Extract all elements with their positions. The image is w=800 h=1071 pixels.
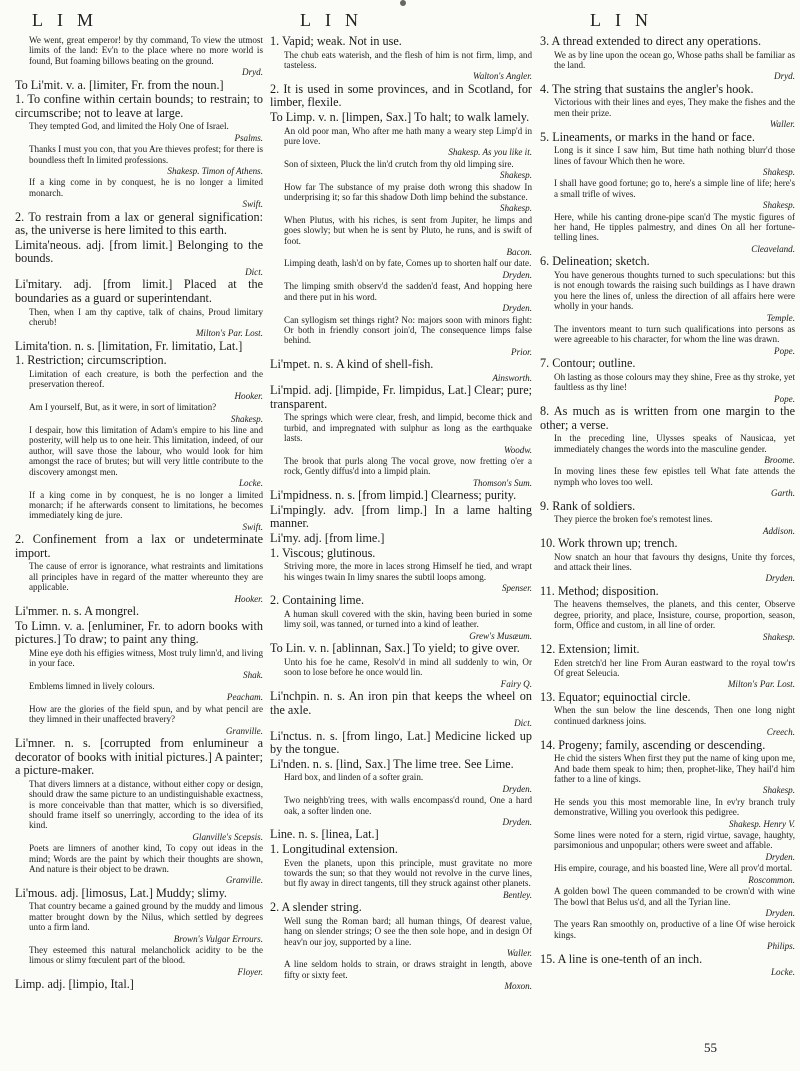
citation-quote: Thanks I must you con, that you Are thieves profest; for there is boundless theft In limited professions. — [29, 144, 263, 165]
entry-definition: 6. Delineation; sketch. — [540, 254, 650, 269]
ink-dot — [400, 0, 406, 6]
entry-definition: Li'mpid. adj. [limpide, Fr. limpidus, Lat.] Clear; pure; transparent. — [270, 383, 532, 411]
citation-source: Dict. — [245, 267, 263, 278]
citation-quote: A human skull covered with the skin, having been buried in some limy soil, was tanned, or turned into a kind of leather. — [284, 608, 532, 630]
citation-source: Swift. — [242, 199, 263, 210]
entry-definition: Li'mpidness. n. s. [from limpid.] Clearness; purity. — [270, 488, 517, 503]
citation-quote: Long is it since I saw him, But time hath nothing blurr'd those lines of favour Which then he wore. — [554, 145, 795, 166]
entry-definition: Li'mous. adj. [limosus, Lat.] Muddy; slimy. — [15, 885, 227, 900]
citation-source: Shakesp. Timon of Athens. — [167, 166, 263, 177]
citation-quote: Even the planets, upon this principle, must gravitate no more towards the sun; so that they would not revolve in the curve lines, but fly away in direct tangents, till they struck against other planets. — [284, 857, 532, 889]
dictionary-column-3 — [540, 35, 795, 1035]
entry-definition: 8. As much as is written from one margin to the other; a verse. — [540, 403, 795, 432]
entry-definition: 9. Rank of soldiers. — [540, 498, 636, 513]
entry-definition: 2. Confinement from a lax or undeterminate import. — [15, 532, 263, 560]
citation-source: Swift. — [242, 521, 263, 532]
citation-quote: An old poor man, Who after me hath many a weary step Limp'd in pure love. — [284, 125, 532, 146]
entry-definition: Li'mpet. n. s. A kind of shell-fish. — [270, 357, 434, 372]
citation-quote: That divers limners at a distance, without either copy or design, should draw the same picture to an undistinguishable exactness, is more conceivable than that matter, which is so diversified, should frame itself so unerringly, according to the idea of its kind. — [29, 778, 263, 831]
header-right: LIN — [590, 10, 662, 30]
citation-source: Milton's Par. Lost. — [195, 328, 263, 339]
entry-definition: To Lin. v. n. [ablinnan, Sax.] To yield; to give over. — [270, 641, 520, 656]
entry-definition: Li'mner. n. s. [corrupted from enlumineur a decorator of books with initial pictures.] A painter; a picture-maker. — [15, 735, 263, 778]
citation-quote: A line seldom holds to strain, or draws straight in length, above fifty or sixty feet. — [284, 959, 532, 980]
entry-definition: 2. A slender string. — [270, 900, 362, 915]
citation-quote: Two neighb'ring trees, with walls encompass'd round, One a hard oak, a softer linden one. — [284, 795, 532, 816]
entry-definition: Li'nden. n. s. [lind, Sax.] The lime tree. See Lime. — [270, 756, 514, 771]
citation-source: Glanville's Scepsis. — [192, 831, 263, 842]
citation-source: Walton's Angler. — [472, 71, 532, 82]
citation-quote: Then, when I am thy captive, talk of chains, Proud limitary cherub! — [29, 306, 263, 328]
citation-quote: He chid the sisters When first they put the name of king upon me, And bade them speak to him; then, prophet-like, They hail'd him father to a line of kings. — [554, 753, 795, 785]
entry-definition: 3. A thread extended to direct any operations. — [540, 35, 761, 48]
entry-definition: 7. Contour; outline. — [540, 356, 636, 371]
entry-definition: Limp. adj. [limpio, Ital.] — [15, 977, 134, 992]
citation-quote: They tempted God, and limited the Holy One of Israel. — [29, 121, 229, 132]
citation-quote: Hard box, and linden of a softer grain. — [284, 772, 424, 783]
citation-source: Waller. — [506, 948, 532, 958]
citation-quote: How are the glories of the field spun, and by what pencil are they limned in their unaffected bravery? — [29, 703, 263, 725]
citation-source: Pope. — [774, 345, 795, 356]
citation-quote: In moving lines these few epistles tell What fate attends the nymph who loves too well. — [554, 466, 795, 487]
entry-definition: 1. Restriction; circumscription. — [15, 353, 167, 368]
citation-quote: When the sun below the line descends, Then one long night continued darkness joins. — [554, 705, 795, 726]
citation-quote: Here, while his canting drone-pipe scan'd The mystic figures of her hand, He tipples palmestry, and dines On all her fortune-telling lines. — [554, 211, 795, 243]
citation-source: Dryden. — [765, 907, 795, 918]
citation-quote: They pierce the broken foe's remotest lines. — [554, 514, 713, 525]
citation-source: Pope. — [774, 393, 795, 404]
entry-definition: Li'mpingly. adv. [from limp.] In a lame halting manner. — [270, 502, 532, 531]
citation-source: Spenser. — [501, 582, 532, 593]
citation-quote: His empire, courage, and his boasted line, Were all prov'd mortal. — [554, 863, 793, 874]
entry-definition: 1. Longitudinal extension. — [270, 841, 398, 856]
citation-source: Hooker. — [234, 390, 263, 401]
citation-source: Bacon. — [506, 247, 532, 258]
header-left: LIM — [32, 10, 107, 30]
citation-source: Garth. — [771, 488, 795, 499]
citation-quote: A golden bowl The queen commanded to be crown'd with wine The bowl that Belus us'd, and all the Tyrian line. — [554, 886, 795, 907]
entry-definition: Line. n. s. [linea, Lat.] — [270, 827, 379, 842]
citation-source: Waller. — [769, 119, 795, 130]
entry-definition: 2. Containing lime. — [270, 593, 365, 608]
entry-definition: Li'mitary. adj. [from limit.] Placed at the boundaries as a guard or superintendant. — [15, 277, 263, 306]
citation-source: Fairy Q. — [500, 678, 532, 689]
citation-source: Shakesp. — [230, 413, 263, 424]
citation-source: Woodw. — [503, 444, 532, 455]
citation-quote: We as by line upon the ocean go, Whose paths shall be familiar as the land. — [554, 49, 795, 70]
entry-definition: 5. Lineaments, or marks in the hand or face. — [540, 129, 755, 144]
entry-definition: 1. To confine within certain bounds; to restrain; to circumscribe; not to leave at large. — [15, 92, 263, 120]
citation-source: Shakesp. — [762, 785, 795, 796]
citation-source: Locke. — [771, 967, 795, 978]
entry-definition: Li'nchpin. n. s. An iron pin that keeps the wheel on the axle. — [270, 688, 532, 717]
citation-source: Brown's Vulgar Errours. — [173, 933, 263, 944]
dictionary-column-2 — [270, 35, 532, 1035]
citation-quote: Unto his foe he came, Resolv'd in mind all suddenly to win, Or soon to lose before he once would lin. — [284, 656, 532, 678]
citation-source: Dryden. — [502, 816, 532, 827]
citation-quote: If a king come in by conquest, he is no longer a limited monarch; if he afterwards consent to limitations, he becomes immediately king de jure. — [29, 489, 263, 521]
citation-quote: Now snatch an hour that favours thy designs, Unite thy forces, and attack their lines. — [554, 551, 795, 572]
entry-definition: 13. Equator; equinoctial circle. — [540, 689, 691, 704]
citation-quote: If a king come in by conquest, he is no longer a limited monarch. — [29, 177, 263, 198]
citation-quote: They esteemed this natural melancholick acidity to be the limous or slimy fœculent part of the blood. — [29, 945, 263, 966]
entry-definition: To Limn. v. a. [enluminer, Fr. to adorn books with pictures.] To draw; to paint any thing. — [15, 618, 263, 647]
citation-source: Addison. — [762, 525, 795, 536]
citation-quote: Poets are limners of another kind, To copy out ideas in the mind; Words are the paint by which their thoughts are shown, And nature is their object to be drawn. — [29, 843, 263, 874]
citation-quote: The springs which were clear, fresh, and limpid, become thick and turbid, and impregnated with sulphur as long as the earthquake lasts. — [284, 412, 532, 444]
citation-source: Dryden. — [502, 303, 532, 314]
citation-quote: He sends you this most memorable line, In ev'ry branch truly demonstrative, Willing you overlook this pedigree. — [554, 796, 795, 818]
citation-quote: You have generous thoughts turned to such speculations: but this is not enough towards the raising such buildings as I have drawn you here the lines of, unless the direction of all affairs here were wholly in your hands. — [554, 269, 795, 312]
citation-quote: That country became a gained ground by the muddy and limous matter brought down by the Nilus, which settled by degrees unto a firm land. — [29, 901, 263, 933]
citation-quote: Limping death, lash'd on by fate, Comes up to shorten half our date. — [284, 258, 532, 269]
entry-definition: 1. Viscous; glutinous. — [270, 545, 376, 560]
citation-quote: Oh lasting as those colours may they shine, Free as thy stroke, yet faultless as thy line! — [554, 371, 795, 393]
citation-source: Shakesp. — [499, 203, 532, 214]
citation-quote: Eden stretch'd her line From Auran eastward to the royal tow'rs Of great Seleucia. — [554, 657, 795, 678]
citation-quote: Mine eye doth his effigies witness, Most truly limn'd, and living in your face. — [29, 647, 263, 669]
citation-quote: We went, great emperor! by thy command, To view the utmost limits of the land: Ev'n to the place where no more world is found, But foaming billows beating on the ground. — [29, 35, 263, 66]
entry-definition: 1. Vapid; weak. Not in use. — [270, 35, 402, 48]
entry-definition: 10. Work thrown up; trench. — [540, 535, 678, 550]
entry-definition: To Limp. v. n. [limpen, Sax.] To halt; to walk lamely. — [270, 110, 530, 124]
citation-source: Shakesp. — [762, 631, 795, 642]
citation-quote: The chub eats waterish, and the flesh of him is not firm, limp, and tasteless. — [284, 49, 532, 70]
citation-quote: Victorious with their lines and eyes, They make the fishes and the men their prize. — [554, 97, 795, 118]
citation-source: Floyer. — [237, 966, 263, 977]
citation-source: Locke. — [239, 478, 263, 489]
entry-definition: Li'my. adj. [from lime.] — [270, 530, 385, 545]
entry-definition: 15. A line is one-tenth of an inch. — [540, 951, 703, 966]
citation-source: Granville. — [225, 725, 263, 736]
citation-quote: The years Ran smoothly on, productive of a line Of wise heroick kings. — [554, 919, 795, 940]
citation-source: Peacham. — [226, 692, 263, 703]
citation-quote: Some lines were noted for a stern, rigid virtue, savage, haughty, parsimonious and unpopular; others were sweet and affable. — [554, 830, 795, 851]
citation-quote: How far The substance of my praise doth wrong this shadow In underprising it; so far this shadow Doth limp behind the substance. — [284, 181, 532, 203]
citation-source: Dict. — [514, 718, 532, 729]
citation-source: Shakesp. — [762, 200, 795, 211]
citation-source: Roscommon. — [748, 874, 795, 885]
entry-definition: Limita'tion. n. s. [limitation, Fr. limitatio, Lat.] — [15, 338, 243, 353]
citation-source: Granville. — [225, 875, 263, 886]
citation-quote: The cause of error is ignorance, what restraints and limitations all principles have in regard of the matter whereunto they are applicable. — [29, 561, 263, 593]
citation-quote: When Plutus, with his riches, is sent from Jupiter, he limps and goes slowly; but when he is sent by Pluto, he runs, and is swift of foot. — [284, 214, 532, 246]
citation-source: Broome. — [764, 454, 795, 465]
running-header — [0, 0, 800, 36]
citation-quote: Well sung the Roman bard; all human things, Of dearest value, hang on slender strings; O see the then sole hope, and in design Of heav'n our joy, supported by a line. — [284, 915, 532, 947]
entry-definition: Li'nctus. n. s. [from lingo, Lat.] Medicine licked up by the tongue. — [270, 728, 532, 757]
entry-definition: 2. To restrain from a lax or general signification: as, the universe is here limited to this earth. — [15, 209, 263, 238]
citation-source: Hooker. — [234, 593, 263, 604]
citation-source: Shak. — [243, 669, 263, 680]
citation-source: Moxon. — [504, 981, 532, 992]
citation-source: Creech. — [766, 727, 795, 738]
citation-source: Shakesp. Henry V. — [729, 818, 795, 829]
citation-quote: Can syllogism set things right? No: majors soon with minors fight: Or both in friendly consort join'd, The consequence limps false behind. — [284, 314, 532, 346]
citation-quote: Limitation of each creature, is both the perfection and the preservation thereof. — [29, 369, 263, 390]
citation-source: Dryden. — [502, 783, 532, 794]
citation-quote: The brook that purls along The vocal grove, now fretting o'er a rock, Gently diffus'd into a limpid plain. — [284, 455, 532, 477]
citation-source: Shakesp. — [499, 170, 532, 181]
citation-source: Shakesp. As you like it. — [448, 147, 532, 158]
citation-quote: I shall have good fortune; go to, here's a simple line of life; here's a small trifle of wives. — [554, 178, 795, 199]
citation-source: Dryd. — [242, 67, 263, 78]
citation-quote: The inventors meant to turn such qualifications into persons as were agreeable to his character, for whom the line was drawn. — [554, 323, 795, 345]
entry-definition: 2. It is used in some provinces, and in Scotland, for limber, flexile. — [270, 81, 532, 110]
citation-quote: Striving more, the more in laces strong Himself he tied, and wrapt his winges twain In limy snares the subtil loops among. — [284, 561, 532, 582]
citation-source: Prior. — [511, 346, 532, 357]
citation-source: Philips. — [766, 941, 795, 952]
entry-definition: Li'mmer. n. s. A mongrel. — [15, 603, 140, 618]
citation-quote: Am I yourself, But, as it were, in sort of limitation? — [29, 402, 217, 413]
entry-definition: 4. The string that sustains the angler's hook. — [540, 81, 754, 96]
dictionary-column-1 — [15, 35, 263, 1035]
entry-definition: 12. Extension; limit. — [540, 642, 640, 656]
entry-definition: Limita'neous. adj. [from limit.] Belonging to the bounds. — [15, 237, 263, 266]
citation-source: Dryden. — [502, 269, 532, 280]
entry-definition: 14. Progeny; family, ascending or descending. — [540, 737, 766, 752]
citation-source: Dryden. — [765, 851, 795, 862]
citation-quote: I despair, how this limitation of Adam's empire to his line and posterity, will help us to one heir. This limitation, indeed, of our author, will save those the labour, who would look for him amongst the race of brutes; but will very little contribute to the discovery amongst men. — [29, 425, 263, 477]
citation-source: Cleaveland. — [751, 243, 795, 254]
citation-source: Ainsworth. — [492, 372, 532, 383]
citation-quote: Son of sixteen, Pluck the lin'd crutch from thy old limping sire. — [284, 158, 514, 169]
header-center: LIN — [300, 10, 372, 30]
citation-source: Grew's Musæum. — [469, 630, 532, 641]
citation-quote: Emblems limned in lively colours. — [29, 680, 155, 691]
citation-source: Shakesp. — [762, 167, 795, 178]
citation-source: Dryd. — [774, 71, 795, 82]
citation-source: Dryden. — [765, 573, 795, 584]
citation-source: Thomson's Sum. — [472, 477, 532, 488]
entry-definition: 11. Method; disposition. — [540, 583, 659, 598]
citation-quote: The heavens themselves, the planets, and this center, Observe degree, priority, and place, Insisture, course, proportion, season, form, Office and custom, in all line of order. — [554, 599, 795, 631]
citation-source: Psalms. — [234, 132, 263, 143]
entry-definition: To Li'mit. v. a. [limiter, Fr. from the noun.] — [15, 77, 224, 92]
citation-source: Temple. — [766, 312, 795, 323]
page-number: 55 — [704, 1040, 717, 1055]
citation-quote: In the preceding line, Ulysses speaks of Nausicaa, yet immediately changes the words into the masculine gender. — [554, 433, 795, 454]
citation-source: Milton's Par. Lost. — [727, 679, 795, 690]
citation-quote: The limping smith observ'd the sadden'd feast, And hopping here and there put in his word. — [284, 281, 532, 302]
citation-source: Bentley. — [502, 889, 532, 900]
